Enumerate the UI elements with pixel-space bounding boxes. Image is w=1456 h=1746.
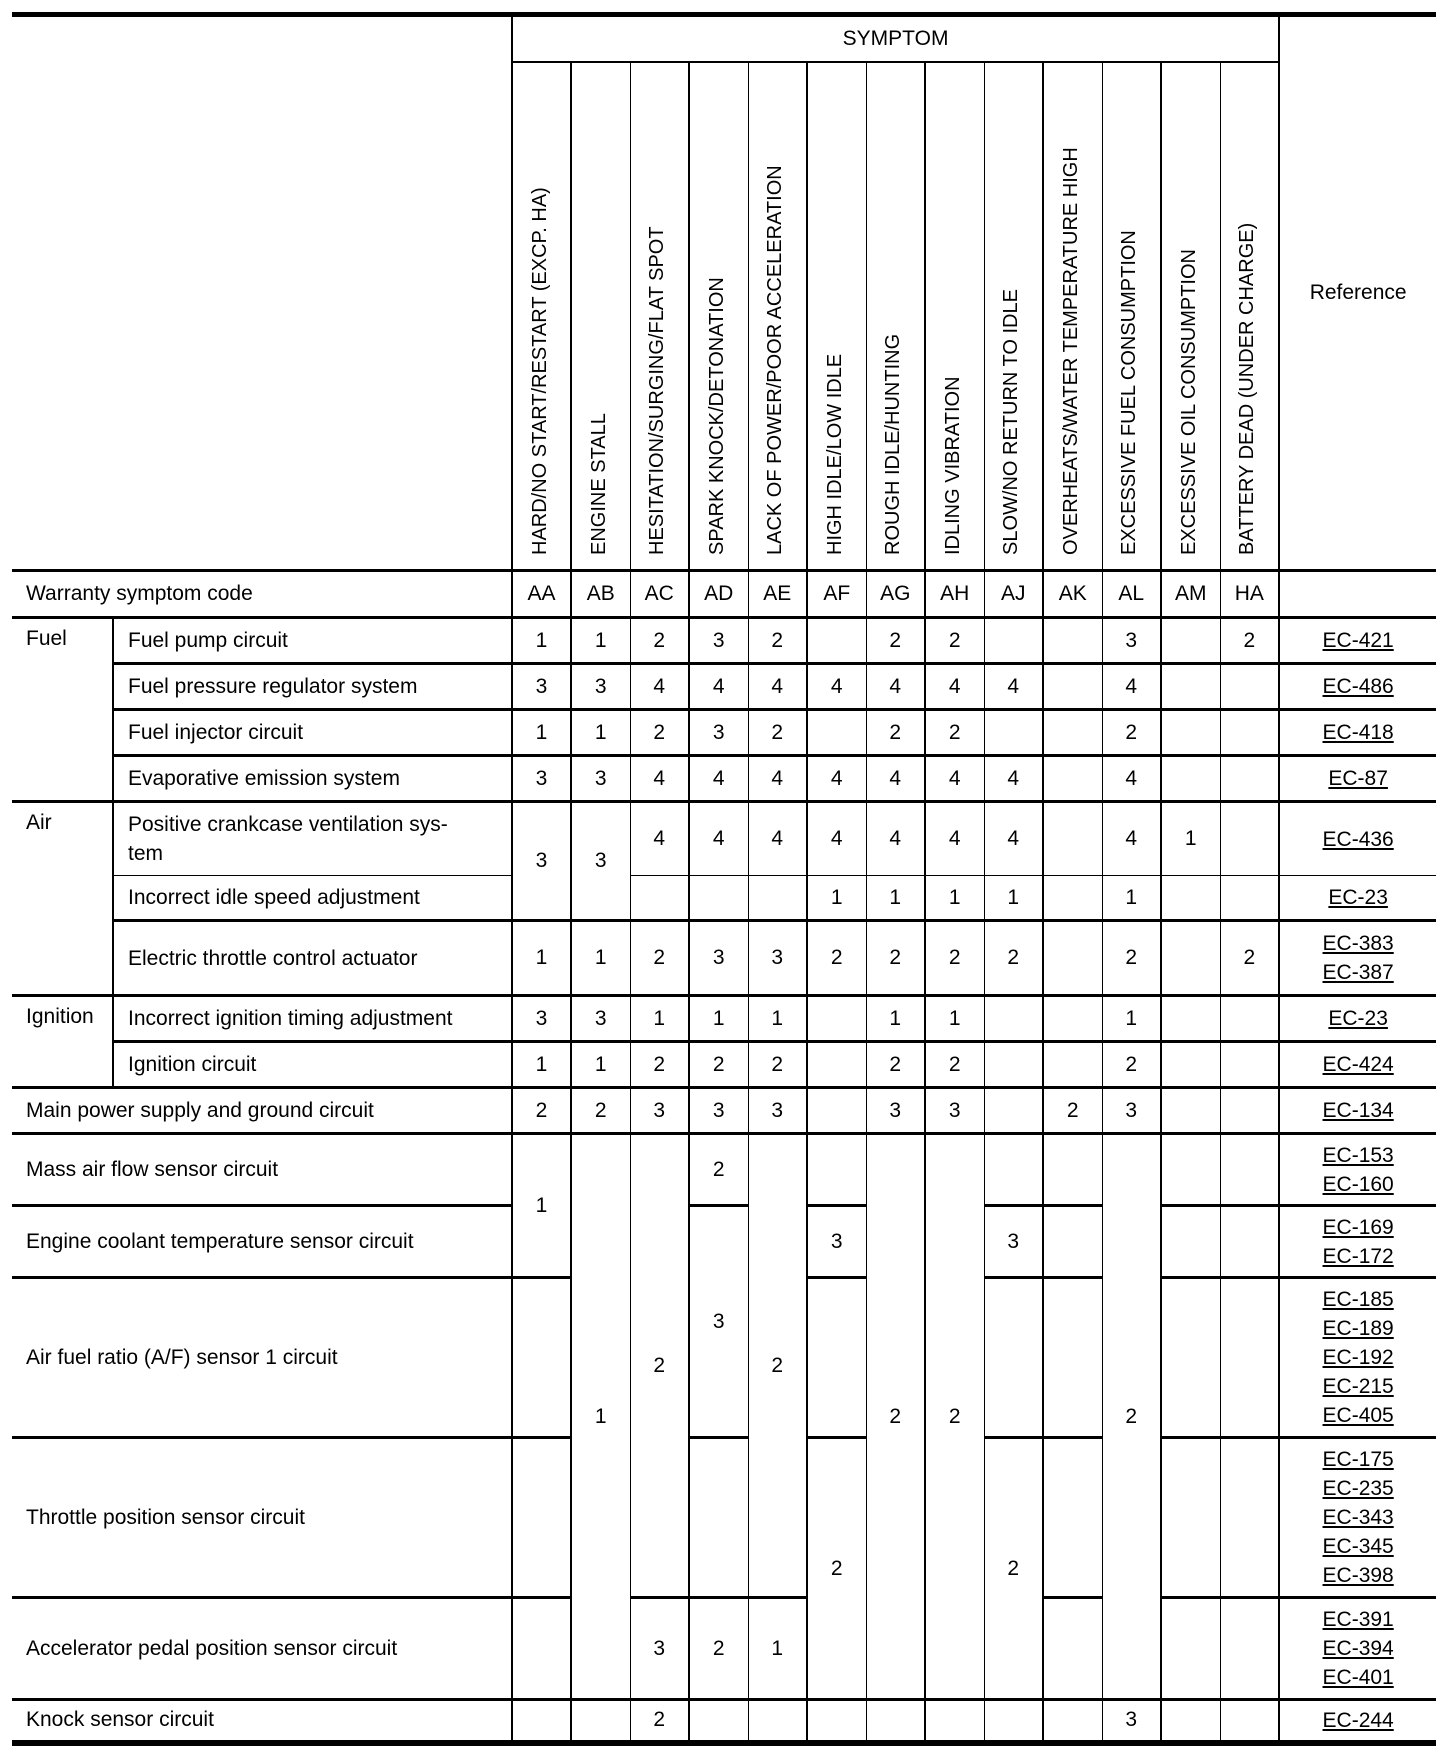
value-cell bbox=[689, 876, 748, 921]
reference-link[interactable]: EC-436 bbox=[1322, 827, 1394, 851]
value-cell: 4 bbox=[630, 802, 689, 876]
value-cell: 4 bbox=[630, 664, 689, 710]
value-cell: 2 bbox=[630, 1700, 689, 1743]
symptom-header: OVERHEATS/WATER TEMPERATURE HIGH bbox=[1043, 62, 1102, 571]
value-cell: 4 bbox=[984, 664, 1043, 710]
code-cell: HA bbox=[1220, 571, 1279, 618]
value-cell: 3 bbox=[512, 996, 571, 1042]
value-cell: 3 bbox=[571, 802, 630, 921]
value-cell bbox=[1161, 710, 1220, 756]
symptom-header: EXCESSIVE FUEL CONSUMPTION bbox=[1102, 62, 1161, 571]
value-cell bbox=[1220, 1088, 1279, 1134]
value-cell bbox=[984, 1042, 1043, 1088]
value-cell bbox=[1043, 1042, 1102, 1088]
value-cell: 2 bbox=[630, 1134, 689, 1598]
value-cell: 3 bbox=[630, 1598, 689, 1700]
value-cell: 1 bbox=[571, 921, 630, 996]
value-cell: 3 bbox=[571, 756, 630, 802]
value-cell bbox=[1220, 1134, 1279, 1206]
value-cell: 2 bbox=[630, 710, 689, 756]
value-cell bbox=[1220, 1278, 1279, 1438]
value-cell: 2 bbox=[1220, 921, 1279, 996]
value-cell bbox=[925, 1700, 984, 1743]
table-row bbox=[12, 1042, 1436, 1088]
value-cell: 2 bbox=[748, 1042, 807, 1088]
value-cell: 1 bbox=[1102, 876, 1161, 921]
symptom-matrix bbox=[12, 12, 1436, 1746]
reference-link[interactable]: EC-172 bbox=[1322, 1244, 1394, 1268]
value-cell: 4 bbox=[925, 664, 984, 710]
value-cell: 3 bbox=[689, 710, 748, 756]
row-label: Throttle position sensor circuit bbox=[12, 1438, 512, 1598]
value-cell bbox=[512, 1438, 571, 1598]
reference-link[interactable]: EC-23 bbox=[1328, 886, 1388, 909]
row-label: Fuel pump circuit bbox=[113, 618, 512, 664]
symptom-header: ROUGH IDLE/HUNTING bbox=[866, 62, 925, 571]
symptom-header: IDLING VIBRATION bbox=[925, 62, 984, 571]
value-cell: 2 bbox=[748, 618, 807, 664]
value-cell: 3 bbox=[512, 664, 571, 710]
symptom-header: LACK OF POWER/POOR ACCELERATION bbox=[748, 62, 807, 571]
category-air: Air bbox=[12, 802, 113, 996]
reference-link[interactable]: EC-391 bbox=[1322, 1608, 1394, 1631]
value-cell bbox=[1043, 876, 1102, 921]
value-cell bbox=[748, 876, 807, 921]
value-cell: 2 bbox=[925, 618, 984, 664]
value-cell bbox=[984, 1134, 1043, 1206]
code-cell: AF bbox=[807, 571, 866, 618]
value-cell: 4 bbox=[748, 802, 807, 876]
value-cell: 1 bbox=[984, 876, 1043, 921]
symptom-group-title: SYMPTOM bbox=[512, 15, 1279, 63]
value-cell: 1 bbox=[807, 876, 866, 921]
table-row bbox=[12, 664, 1436, 710]
value-cell bbox=[807, 1700, 866, 1743]
value-cell bbox=[1043, 756, 1102, 802]
table-row bbox=[12, 802, 1436, 876]
value-cell: 4 bbox=[1102, 802, 1161, 876]
reference-link[interactable]: EC-244 bbox=[1322, 1708, 1394, 1732]
table-row bbox=[12, 1134, 1436, 1206]
value-cell: 1 bbox=[925, 996, 984, 1042]
value-cell: 1 bbox=[689, 996, 748, 1042]
symptom-header: BATTERY DEAD (UNDER CHARGE) bbox=[1220, 62, 1279, 571]
value-cell: 2 bbox=[925, 1042, 984, 1088]
value-cell: 2 bbox=[689, 1134, 748, 1206]
reference-link[interactable]: EC-87 bbox=[1328, 767, 1388, 790]
warranty-code-label: Warranty symptom code bbox=[12, 571, 512, 618]
value-cell: 3 bbox=[689, 921, 748, 996]
value-cell: 1 bbox=[571, 1134, 630, 1700]
code-cell: AK bbox=[1043, 571, 1102, 618]
code-cell: AE bbox=[748, 571, 807, 618]
value-cell bbox=[1043, 1598, 1102, 1700]
value-cell bbox=[807, 1134, 866, 1206]
value-cell bbox=[807, 1088, 866, 1134]
reference-link[interactable]: EC-175 bbox=[1322, 1448, 1394, 1471]
row-label: Incorrect ignition timing adjustment bbox=[113, 996, 512, 1042]
reference-link[interactable]: EC-387 bbox=[1322, 961, 1394, 984]
value-cell: 3 bbox=[512, 756, 571, 802]
category-fuel: Fuel bbox=[12, 618, 113, 802]
table-row bbox=[12, 996, 1436, 1042]
reference-link[interactable]: EC-215 bbox=[1322, 1375, 1394, 1398]
reference-cell bbox=[1279, 618, 1436, 664]
reference-link[interactable]: EC-189 bbox=[1322, 1317, 1394, 1340]
reference-header: Reference bbox=[1279, 15, 1436, 571]
row-label: Ignition circuit bbox=[113, 1042, 512, 1088]
value-cell: 4 bbox=[748, 756, 807, 802]
value-cell bbox=[1161, 1088, 1220, 1134]
value-cell: 2 bbox=[630, 1042, 689, 1088]
header-blank bbox=[12, 15, 512, 571]
value-cell bbox=[984, 1700, 1043, 1743]
value-cell: 2 bbox=[512, 1088, 571, 1134]
table-row bbox=[12, 710, 1436, 756]
table-row bbox=[12, 1438, 1436, 1598]
reference-cell bbox=[1279, 756, 1436, 802]
value-cell: 4 bbox=[689, 802, 748, 876]
value-cell bbox=[512, 1598, 571, 1700]
value-cell bbox=[807, 618, 866, 664]
value-cell bbox=[1043, 618, 1102, 664]
value-cell: 4 bbox=[807, 756, 866, 802]
code-cell: AD bbox=[689, 571, 748, 618]
row-label: Accelerator pedal position sensor circuit bbox=[12, 1598, 512, 1700]
value-cell bbox=[1161, 1042, 1220, 1088]
reference-link[interactable]: EC-345 bbox=[1322, 1535, 1394, 1558]
table-row bbox=[12, 876, 1436, 921]
value-cell: 2 bbox=[866, 710, 925, 756]
value-cell bbox=[807, 1042, 866, 1088]
value-cell: 2 bbox=[571, 1088, 630, 1134]
value-cell bbox=[1220, 756, 1279, 802]
code-row-ref-blank bbox=[1279, 571, 1436, 618]
value-cell: 3 bbox=[512, 802, 571, 921]
reference-link[interactable]: EC-160 bbox=[1322, 1172, 1394, 1196]
value-cell: 2 bbox=[1043, 1088, 1102, 1134]
value-cell: 4 bbox=[748, 664, 807, 710]
value-cell bbox=[1220, 1438, 1279, 1598]
value-cell: 1 bbox=[748, 996, 807, 1042]
reference-link[interactable]: EC-421 bbox=[1322, 629, 1394, 652]
value-cell bbox=[1161, 1438, 1220, 1598]
table-row bbox=[12, 1206, 1436, 1278]
reference-link[interactable]: EC-405 bbox=[1322, 1404, 1394, 1427]
reference-link[interactable]: EC-23 bbox=[1328, 1007, 1388, 1030]
value-cell bbox=[1043, 1134, 1102, 1206]
value-cell bbox=[1043, 1700, 1102, 1743]
value-cell: 1 bbox=[512, 710, 571, 756]
table-row bbox=[12, 618, 1436, 664]
value-cell: 3 bbox=[689, 1206, 748, 1438]
value-cell: 1 bbox=[571, 1042, 630, 1088]
value-cell: 1 bbox=[512, 1134, 571, 1278]
value-cell: 4 bbox=[630, 756, 689, 802]
value-cell: 2 bbox=[630, 618, 689, 664]
value-cell: 3 bbox=[1102, 1700, 1161, 1743]
value-cell bbox=[1043, 802, 1102, 876]
value-cell bbox=[1220, 996, 1279, 1042]
row-label: Fuel pressure regulator system bbox=[113, 664, 512, 710]
value-cell: 2 bbox=[630, 921, 689, 996]
value-cell bbox=[1161, 756, 1220, 802]
value-cell bbox=[984, 710, 1043, 756]
value-cell bbox=[748, 1700, 807, 1743]
code-cell: AG bbox=[866, 571, 925, 618]
code-cell: AJ bbox=[984, 571, 1043, 618]
value-cell: 1 bbox=[512, 618, 571, 664]
value-cell: 2 bbox=[1102, 921, 1161, 996]
value-cell: 2 bbox=[1102, 710, 1161, 756]
value-cell bbox=[1161, 876, 1220, 921]
value-cell: 2 bbox=[925, 710, 984, 756]
value-cell bbox=[1043, 921, 1102, 996]
value-cell: 4 bbox=[925, 756, 984, 802]
value-cell: 4 bbox=[984, 802, 1043, 876]
row-label: Positive crankcase ventilation sys- tem bbox=[113, 802, 512, 876]
symptom-header: HESITATION/SURGING/FLAT SPOT bbox=[630, 62, 689, 571]
reference-cell bbox=[1279, 1598, 1436, 1700]
value-cell bbox=[1220, 1700, 1279, 1743]
reference-link[interactable]: EC-394 bbox=[1322, 1637, 1394, 1660]
value-cell bbox=[1220, 1042, 1279, 1088]
value-cell: 3 bbox=[571, 996, 630, 1042]
reference-link[interactable]: EC-235 bbox=[1322, 1477, 1394, 1500]
reference-link[interactable]: EC-383 bbox=[1322, 932, 1394, 955]
reference-link[interactable]: EC-343 bbox=[1322, 1506, 1394, 1529]
symptom-header: ENGINE STALL bbox=[571, 62, 630, 571]
reference-link[interactable]: EC-134 bbox=[1322, 1099, 1394, 1122]
value-cell bbox=[1161, 996, 1220, 1042]
reference-cell bbox=[1279, 1278, 1436, 1438]
value-cell: 2 bbox=[748, 710, 807, 756]
reference-link[interactable]: EC-424 bbox=[1322, 1053, 1394, 1076]
value-cell bbox=[1043, 1438, 1102, 1598]
reference-cell bbox=[1279, 1042, 1436, 1088]
value-cell bbox=[1220, 802, 1279, 876]
symptom-table bbox=[12, 12, 1436, 1746]
value-cell: 3 bbox=[689, 1088, 748, 1134]
reference-cell bbox=[1279, 1438, 1436, 1598]
value-cell: 2 bbox=[984, 921, 1043, 996]
value-cell bbox=[630, 876, 689, 921]
value-cell: 4 bbox=[866, 664, 925, 710]
value-cell: 3 bbox=[689, 618, 748, 664]
value-cell: 1 bbox=[1161, 802, 1220, 876]
value-cell: 4 bbox=[866, 756, 925, 802]
reference-link[interactable]: EC-398 bbox=[1322, 1564, 1394, 1587]
reference-link[interactable]: EC-192 bbox=[1322, 1346, 1394, 1369]
symptom-header: EXCESSIVE OIL CONSUMPTION bbox=[1161, 62, 1220, 571]
value-cell: 2 bbox=[807, 921, 866, 996]
value-cell bbox=[984, 1088, 1043, 1134]
symptom-header: SPARK KNOCK/DETONATION bbox=[689, 62, 748, 571]
value-cell: 2 bbox=[807, 1438, 866, 1700]
reference-link[interactable]: EC-486 bbox=[1322, 675, 1394, 698]
value-cell: 3 bbox=[630, 1088, 689, 1134]
value-cell bbox=[807, 996, 866, 1042]
value-cell: 1 bbox=[571, 710, 630, 756]
table-row bbox=[12, 1700, 1436, 1743]
reference-cell bbox=[1279, 921, 1436, 996]
reference-link[interactable]: EC-169 bbox=[1322, 1215, 1394, 1239]
value-cell: 3 bbox=[866, 1088, 925, 1134]
value-cell bbox=[1161, 618, 1220, 664]
value-cell bbox=[1220, 1206, 1279, 1278]
value-cell: 4 bbox=[689, 664, 748, 710]
value-cell bbox=[984, 1278, 1043, 1438]
category-ignition: Ignition bbox=[12, 996, 113, 1088]
value-cell bbox=[1161, 1134, 1220, 1206]
value-cell: 4 bbox=[1102, 756, 1161, 802]
table-row bbox=[12, 1598, 1436, 1700]
value-cell bbox=[984, 618, 1043, 664]
reference-cell bbox=[1279, 802, 1436, 876]
reference-cell bbox=[1279, 1134, 1436, 1206]
value-cell: 4 bbox=[689, 756, 748, 802]
code-cell: AL bbox=[1102, 571, 1161, 618]
reference-cell bbox=[1279, 1206, 1436, 1278]
value-cell bbox=[1220, 876, 1279, 921]
reference-cell bbox=[1279, 1700, 1436, 1743]
value-cell bbox=[1161, 664, 1220, 710]
value-cell: 4 bbox=[984, 756, 1043, 802]
code-cell: AB bbox=[571, 571, 630, 618]
value-cell: 2 bbox=[984, 1438, 1043, 1700]
value-cell: 3 bbox=[807, 1206, 866, 1278]
value-cell: 1 bbox=[630, 996, 689, 1042]
value-cell bbox=[512, 1278, 571, 1438]
value-cell: 1 bbox=[571, 618, 630, 664]
value-cell: 3 bbox=[1102, 1088, 1161, 1134]
value-cell: 2 bbox=[925, 921, 984, 996]
row-label: Mass air flow sensor circuit bbox=[12, 1134, 512, 1206]
value-cell bbox=[1220, 710, 1279, 756]
row-label: Engine coolant temperature sensor circuit bbox=[12, 1206, 512, 1278]
value-cell: 4 bbox=[1102, 664, 1161, 710]
code-cell: AC bbox=[630, 571, 689, 618]
value-cell bbox=[571, 1700, 630, 1743]
value-cell: 2 bbox=[689, 1042, 748, 1088]
value-cell bbox=[984, 996, 1043, 1042]
reference-link[interactable]: EC-401 bbox=[1322, 1666, 1394, 1689]
reference-link[interactable]: EC-418 bbox=[1322, 721, 1394, 744]
value-cell bbox=[866, 1700, 925, 1743]
value-cell bbox=[1220, 664, 1279, 710]
warranty-code-row bbox=[12, 571, 1436, 618]
value-cell: 2 bbox=[866, 618, 925, 664]
value-cell: 4 bbox=[925, 802, 984, 876]
value-cell bbox=[1161, 921, 1220, 996]
reference-cell bbox=[1279, 664, 1436, 710]
value-cell bbox=[512, 1700, 571, 1743]
table-row bbox=[12, 1088, 1436, 1134]
code-cell: AM bbox=[1161, 571, 1220, 618]
value-cell bbox=[689, 1700, 748, 1743]
value-cell: 2 bbox=[1102, 1134, 1161, 1700]
symptom-header: HARD/NO START/RESTART (EXCP. HA) bbox=[512, 62, 571, 571]
value-cell bbox=[1043, 710, 1102, 756]
value-cell: 3 bbox=[1102, 618, 1161, 664]
value-cell bbox=[1043, 1206, 1102, 1278]
value-cell: 1 bbox=[866, 996, 925, 1042]
reference-cell bbox=[1279, 1088, 1436, 1134]
value-cell: 3 bbox=[748, 921, 807, 996]
value-cell bbox=[1043, 664, 1102, 710]
row-label: Evaporative emission system bbox=[113, 756, 512, 802]
code-cell: AH bbox=[925, 571, 984, 618]
value-cell: 2 bbox=[866, 921, 925, 996]
row-label: Air fuel ratio (A/F) sensor 1 circuit bbox=[12, 1278, 512, 1438]
value-cell bbox=[1043, 996, 1102, 1042]
value-cell bbox=[1220, 1598, 1279, 1700]
value-cell: 1 bbox=[1102, 996, 1161, 1042]
row-label: Knock sensor circuit bbox=[12, 1700, 512, 1743]
reference-cell bbox=[1279, 710, 1436, 756]
table-row bbox=[12, 756, 1436, 802]
value-cell: 4 bbox=[807, 664, 866, 710]
code-cell: AA bbox=[512, 571, 571, 618]
reference-link[interactable]: EC-153 bbox=[1322, 1143, 1394, 1167]
symptom-header: HIGH IDLE/LOW IDLE bbox=[807, 62, 866, 571]
reference-cell bbox=[1279, 996, 1436, 1042]
value-cell: 4 bbox=[866, 802, 925, 876]
value-cell: 3 bbox=[925, 1088, 984, 1134]
value-cell: 2 bbox=[866, 1134, 925, 1700]
value-cell bbox=[1161, 1598, 1220, 1700]
value-cell: 1 bbox=[512, 921, 571, 996]
value-cell bbox=[1161, 1700, 1220, 1743]
row-label: Electric throttle control actuator bbox=[113, 921, 512, 996]
value-cell: 2 bbox=[689, 1598, 748, 1700]
value-cell: 3 bbox=[571, 664, 630, 710]
value-cell: 2 bbox=[866, 1042, 925, 1088]
row-label: Fuel injector circuit bbox=[113, 710, 512, 756]
row-label: Main power supply and ground circuit bbox=[12, 1088, 512, 1134]
reference-cell bbox=[1279, 876, 1436, 921]
value-cell bbox=[689, 1438, 748, 1598]
value-cell: 2 bbox=[1220, 618, 1279, 664]
value-cell bbox=[1161, 1206, 1220, 1278]
value-cell bbox=[1043, 1278, 1102, 1438]
value-cell bbox=[807, 1278, 866, 1438]
value-cell: 1 bbox=[925, 876, 984, 921]
table-row bbox=[12, 921, 1436, 996]
value-cell: 1 bbox=[748, 1598, 807, 1700]
value-cell bbox=[807, 710, 866, 756]
row-label: Incorrect idle speed adjustment bbox=[113, 876, 512, 921]
value-cell: 2 bbox=[925, 1134, 984, 1700]
value-cell: 2 bbox=[748, 1134, 807, 1598]
value-cell: 1 bbox=[866, 876, 925, 921]
value-cell: 3 bbox=[748, 1088, 807, 1134]
value-cell: 4 bbox=[807, 802, 866, 876]
value-cell: 1 bbox=[512, 1042, 571, 1088]
value-cell: 3 bbox=[984, 1206, 1043, 1278]
value-cell bbox=[1161, 1278, 1220, 1438]
value-cell: 2 bbox=[1102, 1042, 1161, 1088]
symptom-header: SLOW/NO RETURN TO IDLE bbox=[984, 62, 1043, 571]
reference-link[interactable]: EC-185 bbox=[1322, 1288, 1394, 1311]
